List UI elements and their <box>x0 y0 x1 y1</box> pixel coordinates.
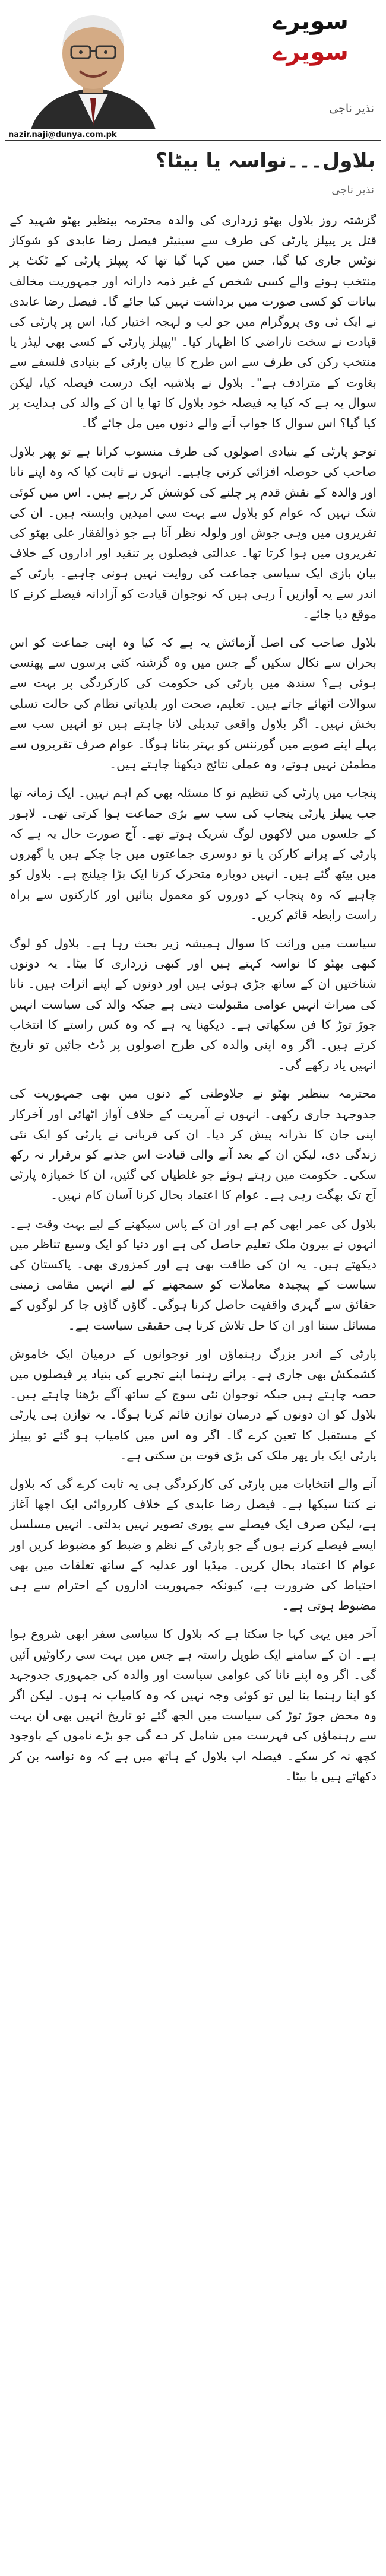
article-byline: نذیر ناجی <box>331 184 374 196</box>
article-body <box>10 210 376 1795</box>
author-email[interactable]: nazir.naji@dunya.com.pk <box>8 131 117 139</box>
article-paragraph: آخر میں یہی کہا جا سکتا ہے کہ بلاول کا سیاسی سفر ابھی شروع ہوا ہے۔ ان کے سامنے ایک طویل راستہ ہے جس میں بہت سی رکاوٹیں آئیں گی۔ اگر وہ اپنے نانا کی عوامی سیاست اور والدہ کی جمہوری جدوجہد کو اپنا رہنما بنا لیں تو کوئی وجہ نہیں کہ وہ کامیاب نہ ہوں۔ لیکن اگر وہ محض جوڑ توڑ کی سیاست میں الجھ گئے تو تاریخ انہیں بھی ان بہت سے رہنماؤں کی فہرست میں شامل کر دے گی جو بڑے ناموں کے باوجود کچھ نہ کر سکے۔ فیصلہ اب بلاول کے ہاتھ میں ہے کہ وہ نواسہ بن کر دکھاتے ہیں یا بیٹا۔ <box>10 1627 376 1783</box>
article-paragraph: توجو پارٹی کے بنیادی اصولوں کی طرف منسوب کرانا ہے تو پھر بلاول صاحب کی حوصلہ افزائی کرنی چاہیے۔ انہوں نے ثابت کیا کہ وہ اپنے نانا اور والدہ کے نقش قدم پر چلنے کی کوشش کر رہے ہیں۔ اس میں کوئی شک نہیں کہ عوام کو بلاول سے بہت سی امیدیں وابستہ ہیں۔ ان کی تقریروں میں وہی جوش اور ولولہ نظر آتا ہے جو ذوالفقار علی بھٹو کی تقریروں میں ہوا کرتا تھا۔ عدالتی فیصلوں پر تنقید اور اداروں کے خلاف بیان بازی ایک سیاسی جماعت کی روایت نہیں ہونی چاہیے۔ پارٹی کے اندر سے یہ آوازیں آ رہی ہیں کہ نوجوان قیادت کو آزادانہ فیصلے کرنے کا موقع دیا جائے۔ <box>10 444 376 621</box>
column-header <box>0 0 386 142</box>
article-paragraph: گزشتہ روز بلاول بھٹو زرداری کی والدہ محترمہ بینظیر بھٹو شہید کے قتل پر پیپلز پارٹی کی طرف سے سینیٹر فیصل رضا عابدی کو شوکاز نوٹس جاری کیا گیا، جس میں کہا گیا تھا کہ پیپلز پارٹی کے ٹکٹ پر منتخب ہونے والے کسی شخص کے غیر ذمہ دارانہ اور جمہوریت مخالف بیانات کو کسی صورت میں برداشت نہیں کیا جائے گا۔ فیصل رضا عابدی نے ایک ٹی وی پروگرام میں جو لب و لہجہ اختیار کیا، اس پر پارٹی کی قیادت نے سخت ناراضی کا اظہار کیا۔ "پیپلز پارٹی کے کسی بھی لیڈر یا منتخب رکن کی طرف سے اس طرح کا بیان پارٹی کے بنیادی فلسفے سے بغاوت کے مترادف ہے"۔ بلاول نے بلاشبہ ایک درست فیصلہ کیا، لیکن سوال یہ ہے کہ کیا یہ فیصلہ خود بلاول کا تھا یا ان کے والد کی ہدایت پر کیا گیا؟ اس سوال کا جواب آنے والے دنوں میں مل جائے گا۔ <box>10 213 376 431</box>
column-logo <box>242 6 379 95</box>
article-paragraph: آنے والے انتخابات میں پارٹی کی کارکردگی ہی یہ ثابت کرے گی کہ بلاول نے کتنا سیکھا ہے۔ فیصل رضا عابدی کے خلاف کارروائی ایک اچھا آغاز ہے، لیکن صرف ایک فیصلے سے پوری تصویر نہیں بدلتی۔ انہیں مسلسل ایسے فیصلے کرنے ہوں گے جو پارٹی کے نظم و ضبط کو مضبوط کریں اور عوام کا اعتماد بحال کریں۔ میڈیا اور عدلیہ کے ساتھ تعلقات میں بھی احتیاط کی ضرورت ہے، کیونکہ جمہوریت اداروں کے احترام سے ہی مضبوط ہوتی ہے۔ <box>10 1476 376 1613</box>
article-title: بلاول۔۔۔نواسہ یا بیٹا؟ <box>155 149 375 173</box>
header-author-name: نذیر ناجی <box>329 102 374 115</box>
column-logo-line2: سویرے <box>273 39 349 66</box>
article-paragraph: بلاول کی عمر ابھی کم ہے اور ان کے پاس سیکھنے کے لیے بہت وقت ہے۔ انہوں نے بیرون ملک تعلیم حاصل کی ہے اور دنیا کو ایک وسیع تناظر میں دیکھتے ہیں۔ یہ ان کی طاقت بھی ہے اور کمزوری بھی۔ پاکستان کی سیاست کے پیچیدہ معاملات کو سمجھنے کے لیے انہیں مقامی زمینی حقائق سے گہری واقفیت حاصل کرنا ہوگی۔ گاؤں گاؤں جا کر لوگوں کے مسائل سننا اور ان کا حل تلاش کرنا ہی حقیقی سیاست ہے۔ <box>10 1216 376 1332</box>
article-paragraph: پنجاب میں پارٹی کی تنظیم نو کا مسئلہ بھی کم اہم نہیں۔ ایک زمانہ تھا جب پیپلز پارٹی پنجاب کی سب سے بڑی جماعت ہوا کرتی تھی۔ لاہور کے جلسوں میں لاکھوں لوگ شریک ہوتے تھے۔ آج صورت حال یہ ہے کہ پارٹی کے پرانے کارکن یا تو دوسری جماعتوں میں جا چکے ہیں یا گھروں میں بیٹھ گئے ہیں۔ انہیں دوبارہ متحرک کرنا ایک بڑا چیلنج ہے۔ بلاول کو چاہیے کہ وہ پنجاب کے دوروں کو معمول بنائیں اور کارکنوں سے براہ راست رابطہ قائم کریں۔ <box>10 785 376 922</box>
article-paragraph: پارٹی کے اندر بزرگ رہنماؤں اور نوجوانوں کے درمیان ایک خاموش کشمکش بھی جاری ہے۔ پرانے رہنما اپنے تجربے کی بنیاد پر فیصلوں میں حصہ چاہتے ہیں جبکہ نوجوان نئی سوچ کے ساتھ آگے بڑھنا چاہتے ہیں۔ بلاول کو ان دونوں کے درمیان توازن قائم کرنا ہوگا۔ یہ توازن ہی پارٹی کے مستقبل کا تعین کرے گا۔ اگر وہ اس میں کامیاب ہو گئے تو پیپلز پارٹی ایک بار پھر ملک کی بڑی قوت بن سکتی ہے۔ <box>10 1346 376 1462</box>
author-photo <box>7 5 179 129</box>
column-logo-line1: سویرے <box>273 8 349 35</box>
author-portrait-icon <box>7 5 179 129</box>
article-paragraph: محترمہ بینظیر بھٹو نے جلاوطنی کے دنوں میں بھی جمہوریت کی جدوجہد جاری رکھی۔ انہوں نے آمریت کے خلاف آواز اٹھائی اور آخرکار اپنی جان کا نذرانہ پیش کر دیا۔ ان کی قربانی نے پارٹی کو ایک نئی زندگی دی، لیکن ان کے بعد آنے والی قیادت اس جذبے کو برقرار نہ رکھ سکی۔ حکومت میں رہتے ہوئے جو غلطیاں کی گئیں، ان کا خمیازہ پارٹی آج تک بھگت رہی ہے۔ عوام کا اعتماد بحال کرنا آسان کام نہیں۔ <box>10 1086 376 1203</box>
article-paragraph: سیاست میں وراثت کا سوال ہمیشہ زیر بحث رہا ہے۔ بلاول کو لوگ کبھی بھٹو کا نواسہ کہتے ہیں اور کبھی زرداری کا بیٹا۔ یہ دونوں شناختیں ان کے ساتھ جڑی ہوئی ہیں اور دونوں کے اپنے اثرات ہیں۔ نانا کی میراث انہیں عوامی مقبولیت دیتی ہے جبکہ والد کی سیاست انہیں جوڑ توڑ کا فن سکھاتی ہے۔ دیکھنا یہ ہے کہ وہ کس راستے کا انتخاب کرتے ہیں۔ اگر وہ اپنی والدہ کی طرح اصولوں پر ڈٹ جائیں تو تاریخ انہیں یاد رکھے گی۔ <box>10 936 376 1073</box>
article-paragraph: بلاول صاحب کی اصل آزمائش یہ ہے کہ کیا وہ اپنی جماعت کو اس بحران سے نکال سکیں گے جس میں وہ گزشتہ کئی برسوں سے پھنسی ہوئی ہے؟ سندھ میں پارٹی کی حکومت کی کارکردگی پر بہت سے سوالات اٹھائے جاتے ہیں۔ تعلیم، صحت اور بلدیاتی نظام کی حالت تسلی بخش نہیں۔ اگر بلاول واقعی تبدیلی لانا چاہتے ہیں تو انہیں سب سے پہلے اپنے صوبے میں گورننس کو بہتر بنانا ہوگا۔ عوام صرف تقریروں سے مطمئن نہیں ہوتے، وہ عملی نتائج دیکھنا چاہتے ہیں۔ <box>10 635 376 772</box>
header-divider <box>5 140 381 141</box>
